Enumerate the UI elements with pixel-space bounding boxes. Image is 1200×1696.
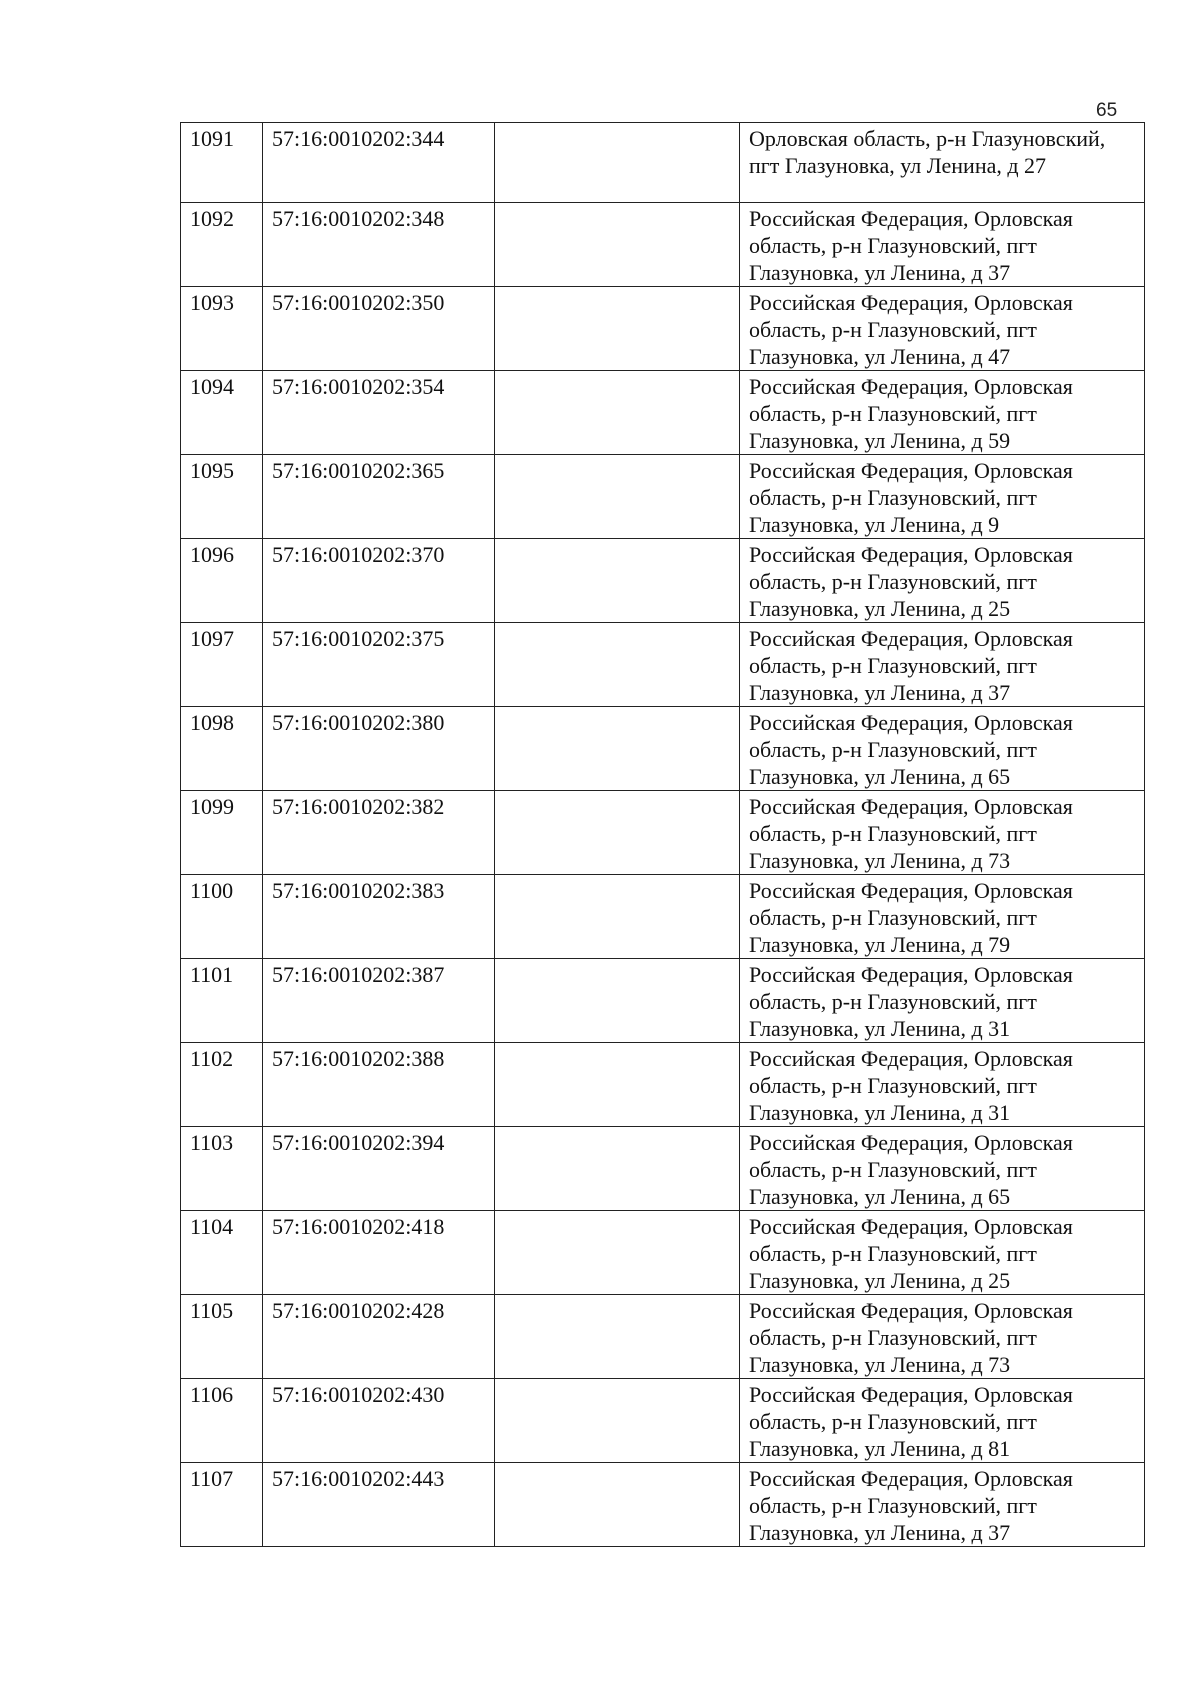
property-registry-table: [180, 122, 1145, 1547]
address: Российская Федерация, Орловская область, р-н Глазуновский, пгт Глазуновка, ул Ленина, д 9: [740, 455, 1145, 539]
cadastral-number: 57:16:0010202:387: [263, 959, 495, 1043]
empty-cell: [495, 791, 740, 875]
address: Российская Федерация, Орловская область, р-н Глазуновский, пгт Глазуновка, ул Ленина, д 37: [740, 623, 1145, 707]
empty-cell: [495, 1379, 740, 1463]
address: Российская Федерация, Орловская область, р-н Глазуновский, пгт Глазуновка, ул Ленина, д 79: [740, 875, 1145, 959]
cadastral-number: 57:16:0010202:443: [263, 1463, 495, 1547]
registry-table-body: [181, 123, 1145, 1547]
row-number: 1099: [181, 791, 263, 875]
table-row: [181, 287, 1145, 371]
cadastral-number: 57:16:0010202:350: [263, 287, 495, 371]
cadastral-number: 57:16:0010202:354: [263, 371, 495, 455]
empty-cell: [495, 455, 740, 539]
page-number: 65: [1096, 100, 1118, 121]
address: Российская Федерация, Орловская область, р-н Глазуновский, пгт Глазуновка, ул Ленина, д 73: [740, 791, 1145, 875]
empty-cell: [495, 1295, 740, 1379]
address: Российская Федерация, Орловская область, р-н Глазуновский, пгт Глазуновка, ул Ленина, д 31: [740, 959, 1145, 1043]
empty-cell: [495, 1211, 740, 1295]
address: Российская Федерация, Орловская область, р-н Глазуновский, пгт Глазуновка, ул Ленина, д 81: [740, 1379, 1145, 1463]
empty-cell: [495, 1043, 740, 1127]
table-row: [181, 959, 1145, 1043]
row-number: 1092: [181, 203, 263, 287]
table-row: [181, 371, 1145, 455]
address: Российская Федерация, Орловская область, р-н Глазуновский, пгт Глазуновка, ул Ленина, д 59: [740, 371, 1145, 455]
row-number: 1094: [181, 371, 263, 455]
table-row: [181, 455, 1145, 539]
row-number: 1098: [181, 707, 263, 791]
row-number: 1091: [181, 123, 263, 203]
empty-cell: [495, 707, 740, 791]
row-number: 1107: [181, 1463, 263, 1547]
table-row: [181, 1295, 1145, 1379]
cadastral-number: 57:16:0010202:365: [263, 455, 495, 539]
row-number: 1105: [181, 1295, 263, 1379]
row-number: 1100: [181, 875, 263, 959]
cadastral-number: 57:16:0010202:428: [263, 1295, 495, 1379]
empty-cell: [495, 1463, 740, 1547]
row-number: 1104: [181, 1211, 263, 1295]
address: Российская Федерация, Орловская область, р-н Глазуновский, пгт Глазуновка, ул Ленина, д 73: [740, 1295, 1145, 1379]
row-number: 1095: [181, 455, 263, 539]
table-row: [181, 1043, 1145, 1127]
empty-cell: [495, 959, 740, 1043]
address: Российская Федерация, Орловская область, р-н Глазуновский, пгт Глазуновка, ул Ленина, д 25: [740, 539, 1145, 623]
address: Российская Федерация, Орловская область, р-н Глазуновский, пгт Глазуновка, ул Ленина, д 65: [740, 1127, 1145, 1211]
cadastral-number: 57:16:0010202:418: [263, 1211, 495, 1295]
empty-cell: [495, 203, 740, 287]
empty-cell: [495, 1127, 740, 1211]
row-number: 1106: [181, 1379, 263, 1463]
table-row: [181, 203, 1145, 287]
table-row: [181, 1463, 1145, 1547]
empty-cell: [495, 371, 740, 455]
table-row: [181, 875, 1145, 959]
row-number: 1101: [181, 959, 263, 1043]
cadastral-number: 57:16:0010202:430: [263, 1379, 495, 1463]
address: Российская Федерация, Орловская область, р-н Глазуновский, пгт Глазуновка, ул Ленина, д 65: [740, 707, 1145, 791]
table-row: [181, 1127, 1145, 1211]
empty-cell: [495, 623, 740, 707]
table-row: [181, 1379, 1145, 1463]
cadastral-number: 57:16:0010202:348: [263, 203, 495, 287]
empty-cell: [495, 875, 740, 959]
cadastral-number: 57:16:0010202:370: [263, 539, 495, 623]
table-row: [181, 123, 1145, 203]
empty-cell: [495, 287, 740, 371]
table-row: [181, 1211, 1145, 1295]
empty-cell: [495, 539, 740, 623]
address: Российская Федерация, Орловская область, р-н Глазуновский, пгт Глазуновка, ул Ленина, д 37: [740, 1463, 1145, 1547]
cadastral-number: 57:16:0010202:375: [263, 623, 495, 707]
table-row: [181, 623, 1145, 707]
cadastral-number: 57:16:0010202:344: [263, 123, 495, 203]
empty-cell: [495, 123, 740, 203]
row-number: 1093: [181, 287, 263, 371]
table-row: [181, 707, 1145, 791]
cadastral-number: 57:16:0010202:388: [263, 1043, 495, 1127]
address: Орловская область, р-н Глазуновский, пгт Глазуновка, ул Ленина, д 27: [740, 123, 1145, 203]
address: Российская Федерация, Орловская область, р-н Глазуновский, пгт Глазуновка, ул Ленина, д 31: [740, 1043, 1145, 1127]
cadastral-number: 57:16:0010202:380: [263, 707, 495, 791]
address: Российская Федерация, Орловская область, р-н Глазуновский, пгт Глазуновка, ул Ленина, д 47: [740, 287, 1145, 371]
table-row: [181, 539, 1145, 623]
cadastral-number: 57:16:0010202:382: [263, 791, 495, 875]
address: Российская Федерация, Орловская область, р-н Глазуновский, пгт Глазуновка, ул Ленина, д 25: [740, 1211, 1145, 1295]
cadastral-number: 57:16:0010202:394: [263, 1127, 495, 1211]
cadastral-number: 57:16:0010202:383: [263, 875, 495, 959]
row-number: 1097: [181, 623, 263, 707]
row-number: 1103: [181, 1127, 263, 1211]
row-number: 1102: [181, 1043, 263, 1127]
address: Российская Федерация, Орловская область, р-н Глазуновский, пгт Глазуновка, ул Ленина, д 37: [740, 203, 1145, 287]
table-row: [181, 791, 1145, 875]
row-number: 1096: [181, 539, 263, 623]
